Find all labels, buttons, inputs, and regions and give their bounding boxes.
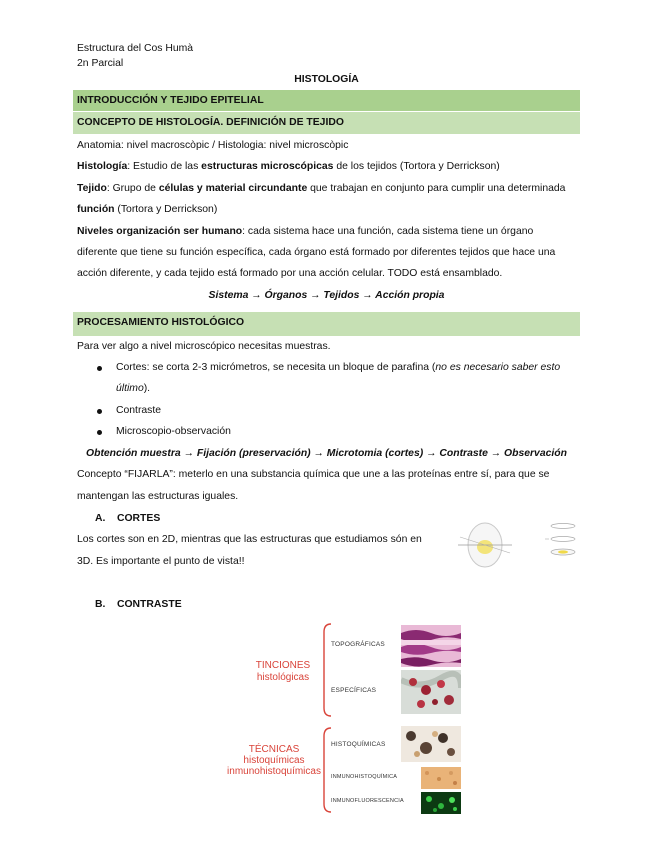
tinciones-subtitle: histológicas — [256, 672, 310, 683]
histologia-label: Histología — [77, 161, 128, 172]
bullet-cortes-text: Cortes: se corta 2-3 micrómetros, se necesita un bloque de parafina ( — [116, 362, 436, 373]
immunofluorescence-image — [421, 792, 461, 814]
histoquimicas-label: HISTOQUÍMICAS — [331, 741, 386, 748]
bullet-cortes-italic-2: último — [116, 383, 144, 394]
bullet-dot — [97, 409, 102, 414]
procesamiento-intro: Para ver algo a nivel microscópico necesitas muestras. — [77, 341, 331, 352]
contraste-heading-letter: B. — [95, 599, 106, 610]
cortes-heading — [95, 513, 160, 524]
tejido-text-a: : Grupo de — [106, 183, 159, 194]
cortes-heading-letter: A. — [95, 513, 106, 524]
niveles-text-a: : cada sistema hace una función, cada sistema tiene un órgano — [242, 226, 534, 237]
cortes-heading-text: CORTES — [116, 513, 161, 524]
term-label: 2n Parcial — [77, 58, 124, 69]
staining-figure — [225, 620, 465, 818]
page-title: HISTOLOGÍA — [294, 74, 359, 85]
contraste-heading-text: CONTRASTE — [116, 599, 182, 610]
niveles-definition — [77, 226, 533, 237]
tejido-text-d: función — [77, 204, 115, 215]
histochemical-stain-image — [401, 726, 461, 762]
contraste-heading — [95, 599, 182, 610]
tejido-text-b: células y material circundante — [158, 183, 308, 194]
tejido-definition — [77, 183, 565, 194]
bullet-microscopio: Microscopio-observación — [116, 426, 231, 437]
tecnicas-subtitle-2: inmunohistoquímicas — [227, 766, 321, 777]
process-chain: Obtención muestra → Fijación (preservación) → Microtomia (cortes) → Contraste → Observación — [86, 448, 567, 459]
bullet-contraste: Contraste — [116, 405, 162, 416]
organization-chain: Sistema → Órganos → Tejidos → Acción propia — [208, 290, 445, 301]
tinciones-title: TINCIONES — [255, 660, 311, 671]
fijarla-text-cont: mantengan las estructuras iguales. — [77, 491, 239, 502]
histologia-text-b: estructuras microscópicas — [201, 161, 334, 172]
tejido-label: Tejido — [77, 183, 107, 194]
topograficas-label: TOPOGRÁFICAS — [331, 641, 385, 648]
histologia-text-c: de los tejidos (Tortora y Derrickson) — [333, 161, 500, 172]
fijarla-text: Concepto “FIJARLA”: meterlo en una substancia química que une a las proteínas entre sí, para que se — [77, 469, 550, 480]
cortes-text-1: Los cortes son en 2D, mientras que las estructuras que estudiamos són en — [77, 534, 422, 545]
niveles-label: Niveles organización ser humano — [77, 226, 243, 237]
tecnicas-label — [225, 744, 323, 777]
egg-section-illustration — [455, 515, 580, 570]
bullet-dot — [97, 430, 102, 435]
immunohistochemistry-image — [421, 767, 461, 789]
topographic-stain-image — [401, 625, 461, 667]
figure-brackets — [321, 620, 333, 818]
section-procesamiento: PROCESAMIENTO HISTOLÓGICO — [73, 312, 580, 336]
tecnicas-title: TÉCNICAS — [248, 744, 300, 755]
tinciones-label — [243, 660, 323, 684]
histologia-text-a: : Estudio de las — [127, 161, 202, 172]
course-title: Estructura del Cos Humà — [77, 43, 194, 54]
bullet-cortes-italic: no es necesario saber esto — [435, 362, 561, 373]
anatomia-text: Anatomia: nivel macroscòpic / Histologia: nivel microscòpic — [77, 140, 349, 151]
histologia-definition — [77, 161, 500, 172]
tejido-text-e: (Tortora y Derrickson) — [114, 204, 218, 215]
especificas-label: ESPECÍFICAS — [331, 687, 377, 694]
bullet-cortes-cont — [116, 383, 150, 394]
tejido-definition-cont — [77, 204, 217, 215]
niveles-text-c: acción diferente, y cada tejido está formado por una acción celular. TODO está ensamblado. — [77, 268, 503, 279]
section-concepto: CONCEPTO DE HISTOLOGÍA. DEFINICIÓN DE TEJIDO — [73, 112, 580, 134]
tejido-text-c: que trabajan en conjunto para cumplir una determinada — [307, 183, 566, 194]
tecnicas-subtitle: histoquímicas — [243, 755, 305, 766]
cortes-text-2: 3D. Es importante el punto de vista!! — [77, 556, 245, 567]
specific-stain-image — [401, 670, 461, 714]
niveles-text-b: diferente que tiene su función específica, cada órgano está formado por diferentes tejidos que hace una — [77, 247, 556, 258]
bullet-cortes — [116, 362, 560, 373]
inmunohisto-label: INMUNOHISTOQUÍMICA — [331, 774, 398, 780]
bullet-cortes-end: ). — [143, 383, 151, 394]
inmunofluo-label: INMUNOFLUORESCENCIA — [331, 798, 404, 804]
section-intro: INTRODUCCIÓN Y TEJIDO EPITELIAL — [73, 90, 580, 111]
bullet-dot — [97, 366, 102, 371]
